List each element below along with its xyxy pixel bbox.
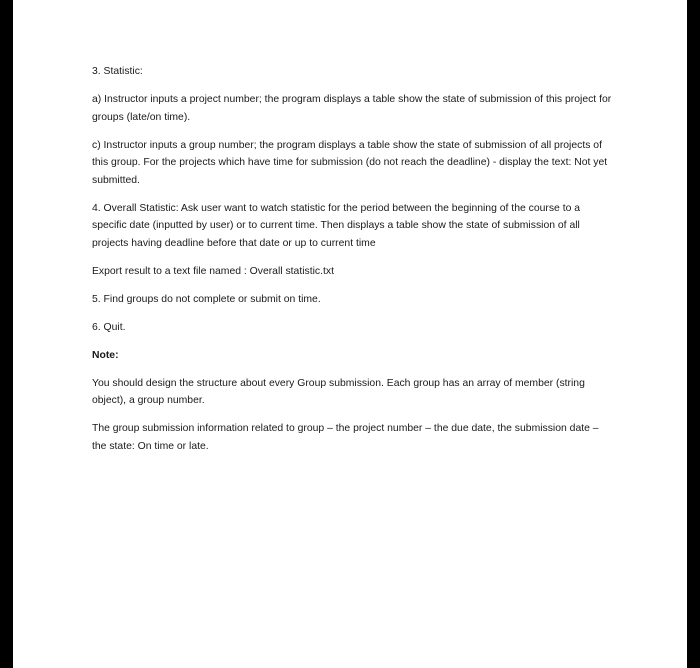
- find-groups-item: 5. Find groups do not complete or submit on time.: [92, 293, 321, 305]
- export-result-text: Export result to a text file named : Overall statistic.txt: [92, 265, 334, 277]
- note-structure-text: You should design the structure about every Group submission. Each group has an array of member (string object), a group number.: [92, 377, 585, 406]
- statistic-item-a: a) Instructor inputs a project number; the program displays a table show the state of submission of this project for groups (late/on time).: [92, 94, 612, 123]
- quit-item: 6. Quit.: [92, 321, 126, 333]
- overall-statistic-item: 4. Overall Statistic: Ask user want to watch statistic for the period between the beginning of the course to a specific date (inputted by user) or to current time. Then displays a table show the state of submission of all projects having deadline before that date or up to current time: [92, 202, 581, 249]
- document-content: [92, 63, 612, 466]
- note-info-text: The group submission information related to group – the project number – the due date, the submission date – the state: On time or late.: [92, 423, 599, 452]
- statistic-item-c: c) Instructor inputs a group number; the program displays a table show the state of submission of all projects of this group. For the projects which have time for submission (do not reach the deadline) - display the text: Not yet submitted.: [92, 139, 608, 186]
- document-page: [13, 0, 687, 668]
- statistic-heading: 3. Statistic:: [92, 66, 143, 77]
- note-heading: Note:: [92, 349, 119, 361]
